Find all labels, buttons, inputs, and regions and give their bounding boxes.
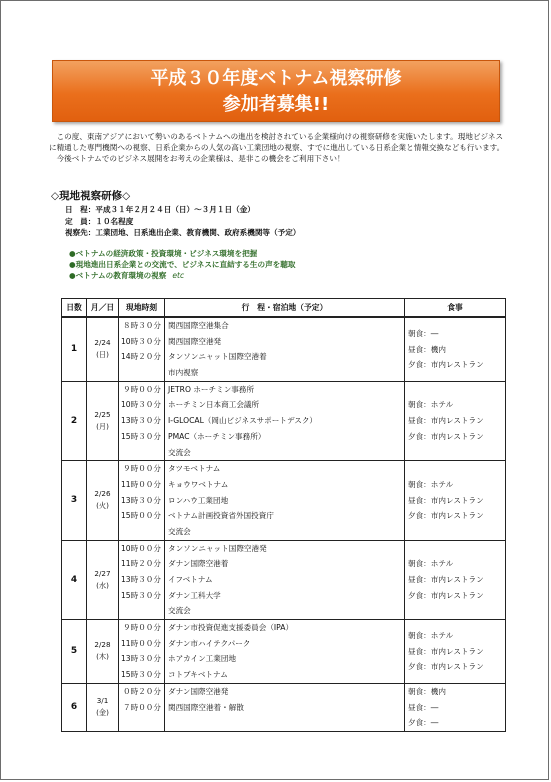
time: 11時００分 [120, 638, 161, 648]
weekday: (木) [96, 652, 109, 662]
meal: 朝食：ホテル [408, 400, 454, 410]
time: ９時００分 [123, 464, 161, 474]
schedule-item: ダナン工科大学 [168, 590, 221, 600]
time [119, 524, 164, 540]
table-row [62, 461, 506, 540]
schedule-item: タンソンニャット国際空港発 [168, 543, 267, 553]
meal: 夕食：市内レストラン [408, 662, 484, 672]
time: ７時００分 [123, 702, 161, 712]
banner-title-line2: 参加者募集!! [222, 94, 330, 115]
time [119, 445, 164, 461]
schedule-item: 関西国際空港発 [168, 336, 222, 346]
day-number: 3 [62, 461, 87, 540]
highlight-text: ●ベトナムの教育環境の視察 [69, 271, 167, 281]
intro-text [49, 131, 509, 165]
schedule-item: 交流会 [168, 526, 191, 536]
schedule-item: ロンハウ工業団地 [168, 495, 229, 505]
date: 2/27 [94, 568, 111, 578]
time: ９時００分 [123, 384, 161, 394]
time: 13時３０分 [120, 495, 161, 505]
meals-cell [405, 540, 506, 619]
meal: 昼食：機内 [408, 344, 446, 354]
day-number: 4 [62, 540, 87, 619]
meal: 昼食：― [408, 702, 439, 712]
schedule-item: キョウワベトナム [168, 479, 229, 489]
schedule-item: 関西国際空港着・解散 [168, 702, 244, 712]
schedule-spacer [165, 715, 404, 731]
time: 10時３０分 [120, 336, 161, 346]
date: 2/26 [94, 489, 111, 499]
schedule-item: I-GLOCAL（岡山ビジネスサポートデスク） [168, 416, 318, 426]
trip-info [65, 204, 300, 239]
weekday: (月) [96, 421, 109, 431]
intro-paragraph: この度、東南アジアにおいて勢いのあるベトナムへの進出を検討されている企業様向けの視察研修を実施いたします。現地ビジネスに精通した専門機関への視察、日系企業からの人気の高い工業団地の視察、すでに進出している日系企業と情報交換なども行います。 [49, 132, 505, 153]
trip-capacity: 定 員：１０名程度 [65, 216, 134, 226]
meals-cell [405, 317, 506, 381]
meals-cell [405, 683, 506, 731]
meal: 朝食：― [408, 328, 439, 338]
trip-visits: 視察先：工業団地、日系進出企業、教育機関、政府系機関等（予定） [65, 228, 301, 238]
schedule-item: 交流会 [168, 447, 191, 457]
time: 15時３０分 [120, 431, 161, 441]
header-schedule: 行 程・宿泊地（予定） [165, 299, 405, 318]
meal: 夕食：市内レストラン [408, 590, 484, 600]
time: 13時３０分 [120, 416, 161, 426]
time: ０時２０分 [123, 686, 161, 696]
itinerary-table [61, 298, 506, 732]
schedule-item: ダナン市ハイテクパーク [168, 638, 251, 648]
schedule-item: PMAC（ホーチミン事務所） [168, 431, 266, 441]
date-cell [87, 683, 119, 731]
weekday: (日) [96, 350, 109, 360]
day-number: 6 [62, 683, 87, 731]
schedule-item: ダナン国際空港着 [168, 559, 229, 569]
meals-cell [405, 381, 506, 460]
meal: 朝食：機内 [408, 686, 446, 696]
date-cell [87, 381, 119, 460]
time: ９時００分 [123, 623, 161, 633]
meal: 夕食：市内レストラン [408, 360, 484, 370]
meal: 朝食：ホテル [408, 559, 454, 569]
title-banner [52, 60, 500, 122]
date-cell [87, 461, 119, 540]
highlight-etc: etc [172, 271, 185, 281]
day-number: 5 [62, 620, 87, 684]
meals-cell [405, 620, 506, 684]
highlights-list [69, 248, 295, 282]
highlight-item: ●現地進出日系企業との交流で、ビジネスに直結する生の声を聴取 [69, 260, 296, 270]
schedule-item: ダナン国際空港発 [168, 686, 229, 696]
meal: 昼食：市内レストラン [408, 495, 484, 505]
schedule-cell [165, 461, 405, 540]
times-cell [119, 620, 165, 684]
table-row [62, 381, 506, 460]
schedule-cell [165, 683, 405, 731]
table-row [62, 317, 506, 381]
time: 15時００分 [120, 511, 161, 521]
date: 2/24 [94, 338, 111, 348]
time: 15時３０分 [120, 670, 161, 680]
section-title: ◇現地視察研修◇ [51, 190, 131, 202]
schedule-item: 関西国際空港集合 [168, 321, 229, 330]
schedule-item: イフベトナム [168, 575, 213, 584]
schedule-item: 交流会 [168, 606, 191, 616]
times-cell [119, 381, 165, 460]
date-cell [87, 317, 119, 381]
time [119, 365, 164, 381]
schedule-item: ベトナム計画投資省外国投資庁 [168, 511, 274, 521]
meals-cell [405, 461, 506, 540]
time [119, 603, 164, 619]
highlight-item: ●ベトナムの経済政策・投資環境・ビジネス環境を把握 [69, 249, 258, 258]
time-spacer [119, 715, 164, 731]
table-row [62, 683, 506, 731]
meal: 昼食：市内レストラン [408, 416, 484, 426]
day-number: 1 [62, 317, 87, 381]
time: 13時３０分 [120, 654, 161, 664]
time: 10時００分 [120, 543, 161, 553]
meal: 朝食：ホテル [408, 630, 454, 640]
date: 3/1 [96, 696, 109, 706]
schedule-item: タツモベトナム [168, 464, 221, 474]
schedule-item: 市内視察 [168, 368, 199, 378]
time: 11時２０分 [120, 559, 161, 569]
weekday: (火) [96, 501, 109, 511]
time: ８時３０分 [123, 321, 161, 330]
schedule-item: ホアカイン工業団地 [168, 654, 237, 664]
meal: 昼食：市内レストラン [408, 575, 484, 584]
highlight-item [69, 270, 295, 281]
date: 2/25 [94, 409, 111, 419]
schedule-cell [165, 381, 405, 460]
date-cell [87, 540, 119, 619]
schedule-item: JETRO ホーチミン事務所 [168, 384, 255, 394]
trip-dates: 日 程：平成３１年２月２４日（日）～３月１日（金） [65, 205, 255, 214]
time: 11時００分 [120, 479, 161, 489]
intro-paragraph: 今後ベトナムでのビジネス展開をお考えの企業様は、是非この機会をご利用下さい！ [56, 154, 345, 164]
table-row [62, 540, 506, 619]
schedule-item: コトブキベトナム [168, 670, 228, 680]
times-cell [119, 317, 165, 381]
date-cell [87, 620, 119, 684]
date: 2/28 [94, 640, 111, 650]
weekday: (水) [96, 580, 109, 590]
schedule-cell [165, 540, 405, 619]
header-date: 月／日 [87, 299, 119, 318]
table-row [62, 620, 506, 684]
meal: 夕食：市内レストラン [408, 511, 484, 521]
schedule-item: タンソンニャット国際空港着 [168, 352, 267, 362]
times-cell [119, 461, 165, 540]
time: 13時３０分 [120, 575, 161, 584]
time: 10時３０分 [120, 400, 161, 410]
time: 14時２０分 [120, 352, 161, 362]
schedule-cell [165, 620, 405, 684]
banner-title-line1: 平成３０年度ベトナム視察研修 [150, 68, 402, 89]
day-number: 2 [62, 381, 87, 460]
meal: 夕食：市内レストラン [408, 431, 484, 441]
meal: 夕食：― [408, 718, 439, 728]
header-meals: 食事 [405, 299, 506, 318]
meal: 朝食：ホテル [408, 479, 454, 489]
header-day: 日数 [62, 299, 87, 318]
schedule-cell [165, 317, 405, 381]
header-time: 現地時刻 [119, 299, 165, 318]
table-header-row [62, 299, 506, 318]
schedule-item: ダナン市投資促進支援委員会（IPA） [168, 623, 294, 633]
meal: 昼食：市内レストラン [408, 646, 484, 656]
schedule-item: ホーチミン日本商工会議所 [168, 400, 260, 410]
times-cell [119, 683, 165, 731]
weekday: (金) [96, 708, 109, 718]
time: 15時３０分 [120, 590, 161, 600]
times-cell [119, 540, 165, 619]
